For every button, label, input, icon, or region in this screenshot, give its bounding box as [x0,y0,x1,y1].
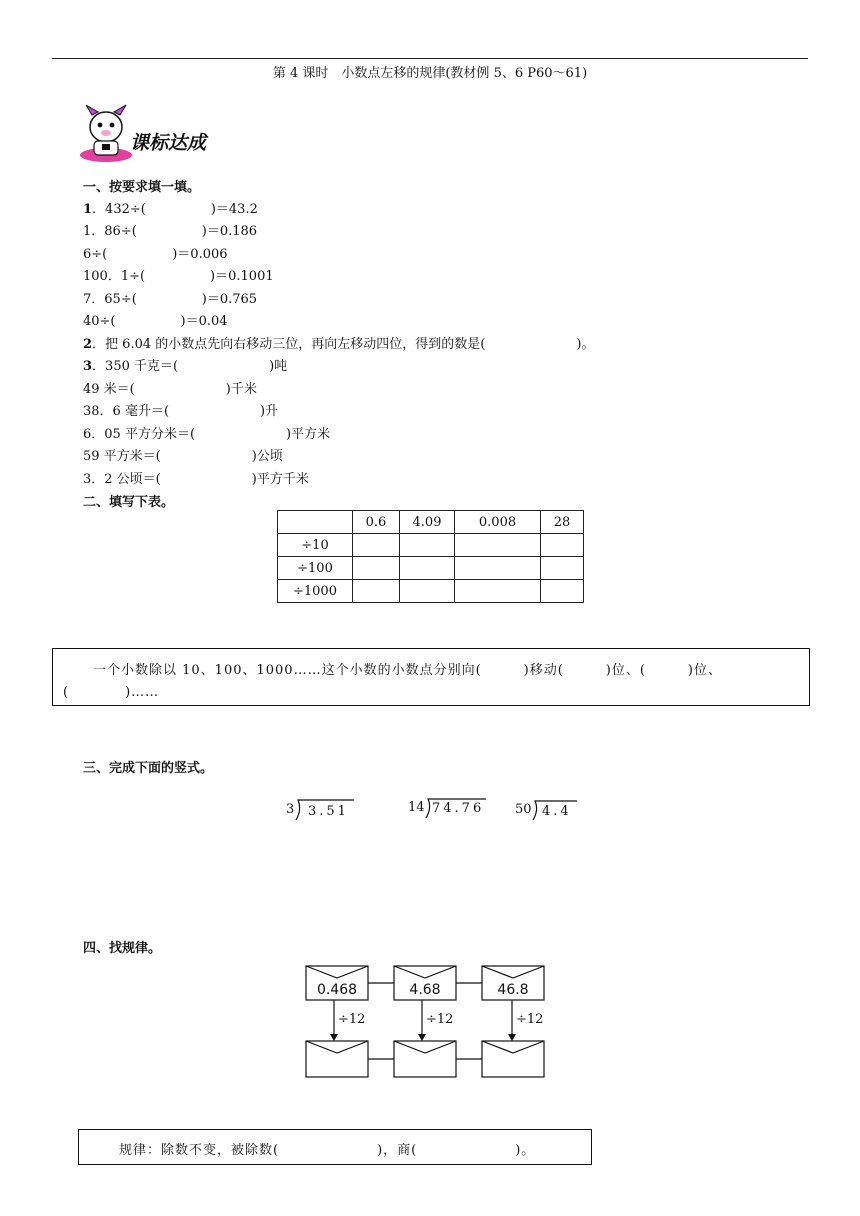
q1-line-4: 100．1÷( )＝0.1001 [83,269,274,284]
table-header-cell: 4.09 [400,511,455,534]
q3-line-6: 3．2 公顷＝( )平方千米 [83,472,309,487]
q1-line-3: 6÷( )＝0.006 [83,247,228,262]
arrow-down-icon [508,1034,516,1041]
answer-cell[interactable] [353,534,400,557]
q1-line-6: 40÷( )＝0.04 [83,314,228,329]
q1-line-5: 7．65÷( )＝0.765 [83,292,258,307]
table-row [278,580,584,603]
page-header: 第 4 课时 小数点左移的规律(教材例 5、6 P60～61) [272,66,588,81]
cartoon-goat-icon [76,103,236,167]
q1-line-2: 1．86÷( )＝0.186 [83,224,258,239]
dividend: 3.51 [308,804,349,819]
envelope-value: 4.68 [409,982,441,998]
q3-line-5: 59 平方米＝( )公顷 [83,449,283,464]
section3-title: 三、完成下面的竖式。 [83,761,214,776]
envelope-value: 0.468 [316,982,358,998]
section2-title: 二、填写下表。 [83,495,175,510]
table-row [278,534,584,557]
divisor: 14 [408,800,425,815]
q2-line: 2．把 6.04 的小数点先向右移动三位，再向左移动四位，得到的数是( )。 [83,337,595,352]
answer-cell[interactable] [455,557,541,580]
answer-cell[interactable] [455,580,541,603]
rule-text-line2: ( )…… [63,685,160,700]
header-rule [52,58,808,59]
course-logo [76,103,236,167]
rule-text: 规律：除数不变，被除数( )，商( )。 [119,1143,536,1158]
table-header-cell: 0.008 [455,511,541,534]
answer-cell[interactable] [541,534,584,557]
table-header-row [278,511,584,534]
dividend: 74.76 [432,801,485,816]
long-division-2 [408,798,488,824]
long-division-3 [515,800,579,826]
section4-title: 四、找规律。 [83,941,162,956]
rule-text-line1: 一个小数除以 10、100、1000……这个小数的小数点分别向( )移动( )位、( )位、 [93,663,723,678]
rule-box-pattern [78,1129,592,1165]
answer-cell[interactable] [353,557,400,580]
logo-text: 课标达成 [130,132,207,154]
q3-line-2: 49 米＝( )千米 [83,382,257,397]
answer-cell[interactable] [400,534,455,557]
answer-cell[interactable] [400,580,455,603]
operation-label: ÷12 [516,1012,544,1027]
table-header-cell: 0.6 [353,511,400,534]
answer-cell[interactable] [541,557,584,580]
operation-label: ÷12 [426,1012,454,1027]
divisor: 50 [515,802,532,817]
envelope-icon [394,1041,456,1077]
long-division-1 [286,798,356,824]
rule-box-decimal-shift [52,648,810,706]
table-header-cell [278,511,353,534]
row-label: ÷1000 [278,580,353,603]
section1-title: 一、按要求填一填。 [83,180,201,195]
row-label: ÷10 [278,534,353,557]
table-row [278,557,584,580]
q1-line-1: 1．432÷( )＝43.2 [83,202,258,217]
answer-cell[interactable] [455,534,541,557]
arrow-down-icon [330,1034,338,1041]
envelope-diagram [305,964,555,1080]
answer-cell[interactable] [400,557,455,580]
q3-line-3: 38．6 毫升＝( )升 [83,404,279,419]
pattern-diagram [305,964,555,1080]
arrow-down-icon [418,1034,426,1041]
table-header-cell: 28 [541,511,584,534]
answer-cell[interactable] [353,580,400,603]
envelope-icon [482,1041,544,1077]
answer-cell[interactable] [541,580,584,603]
row-label: ÷100 [278,557,353,580]
divisor: 3 [286,802,295,817]
envelope-value: 46.8 [497,982,529,998]
dividend: 4.4 [542,804,572,819]
q3-line-4: 6．05 平方分米＝( )平方米 [83,427,331,442]
q3-line-1: 3．350 千克＝( )吨 [83,359,288,374]
operation-label: ÷12 [338,1012,366,1027]
envelope-icon [306,1041,368,1077]
division-table [277,510,584,603]
